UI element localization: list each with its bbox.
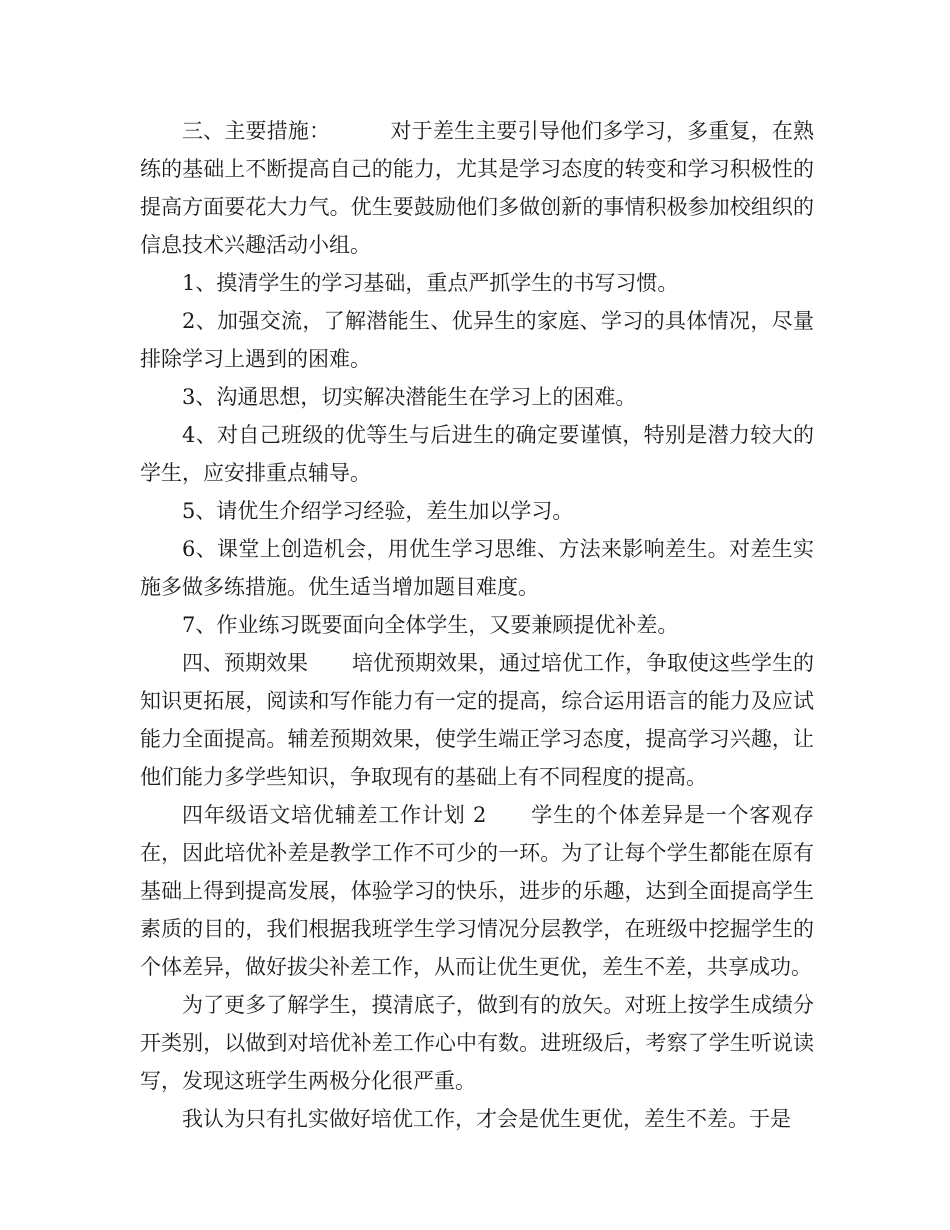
paragraph-text: 培优预期效果，通过培优工作，争取使这些学生的知识更拓展，阅读和写作能力有一定的提高，综合运用语言的能力及应试能力全面提高。辅差预期效果，使学生端正学习态度，提高学习兴趣，让他们能力多学些知识，争取现有的基础上有不同程度的提高。 — [140, 651, 814, 789]
paragraph-text: 7、作业练习既要面向全体学生，又要兼顾提优补差。 — [182, 613, 679, 637]
paragraph-text: 4、对自己班级的优等生与后进生的确定要谨慎，特别是潜力较大的学生，应安排重点辅导。 — [140, 423, 814, 485]
paragraph-measures — [140, 112, 814, 264]
paragraph-text: 6、课堂上创造机会，用优生学习思维、方法来影响差生。对差生实施多做多练措施。优生适当增加题目难度。 — [140, 537, 814, 599]
paragraph-item-1 — [140, 264, 814, 302]
paragraph-understand-students — [140, 986, 814, 1100]
paragraph-text: 我认为只有扎实做好培优工作，才会是优生更优，差生不差。于是 — [182, 1107, 791, 1131]
paragraph-item-5 — [140, 492, 814, 530]
paragraph-text: 对于差生主要引导他们多学习，多重复，在熟练的基础上不断提高自己的能力，尤其是学习态度的转变和学习积极性的提高方面要花大力气。优生要鼓励他们多做创新的事情积极参加校组织的信息技术兴趣活动小组。 — [140, 119, 814, 257]
paragraph-item-4 — [140, 416, 814, 492]
section-heading-plan-2: 四年级语文培优辅差工作计划 2 — [182, 803, 487, 827]
paragraph-expected-effects — [140, 644, 814, 796]
paragraph-item-6 — [140, 530, 814, 606]
paragraph-text: 学生的个体差异是一个客观存在，因此培优补差是教学工作不可少的一环。为了让每个学生都能在原有基础上得到提高发展，体验学习的快乐，进步的乐趣，达到全面提高学生素质的目的，我们根据我班学生学习情况分层教学，在班级中挖掘学生的个体差异，做好拔尖补差工作，从而让优生更优，差生不差，共享成功。 — [140, 803, 814, 979]
section-heading-measures: 三、主要措施： — [182, 119, 331, 143]
paragraph-text: 为了更多了解学生，摸清底子，做到有的放矢。对班上按学生成绩分开类别，以做到对培优补差工作心中有数。进班级后，考察了学生听说读写，发现这班学生两极分化很严重。 — [140, 993, 814, 1093]
paragraph-item-2 — [140, 302, 814, 378]
paragraph-conclusion — [140, 1100, 814, 1138]
paragraph-item-7 — [140, 606, 814, 644]
paragraph-text: 2、加强交流，了解潜能生、优异生的家庭、学习的具体情况，尽量排除学习上遇到的困难。 — [140, 309, 814, 371]
paragraph-plan-2 — [140, 796, 814, 986]
document-page — [140, 112, 814, 1138]
paragraph-text: 5、请优生介绍学习经验，差生加以学习。 — [182, 499, 574, 523]
paragraph-text: 1、摸清学生的学习基础，重点严抓学生的书写习惯。 — [182, 271, 679, 295]
section-heading-expected-effects: 四、预期效果 — [182, 651, 308, 675]
paragraph-text: 3、沟通思想，切实解决潜能生在学习上的困难。 — [182, 385, 637, 409]
paragraph-item-3 — [140, 378, 814, 416]
